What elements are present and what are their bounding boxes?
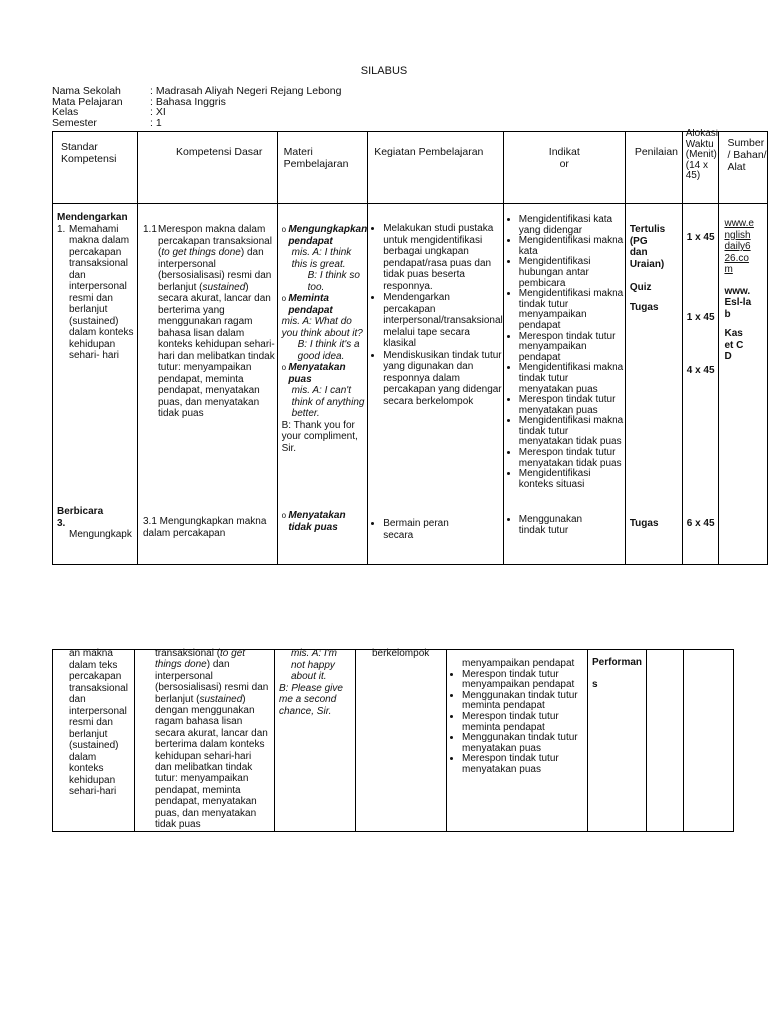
indikator-item: • Mengidentifikasi makna tindak tutur menyatakan tidak puas: [519, 416, 625, 448]
header-alokasi: Alokasi Waktu (Menit) (14 x 45): [685, 129, 718, 181]
alokasi-item: 1 x 45: [686, 312, 715, 323]
sk-text-2: Mengungkapk: [69, 529, 132, 540]
indikator-continued: menyampaikan pendapat: [462, 658, 575, 669]
header-sumber: Sumber / Bahan/ Alat: [727, 137, 767, 173]
header-indikator-cont: or: [559, 158, 569, 170]
kd-text-2: 3.1 Mengungkapkan makna dalam percakapan: [143, 516, 267, 539]
materi-heading: Menyatakan puas: [288, 362, 346, 385]
indikator-item: • Mengidentifikasi kata yang didengar: [519, 215, 625, 236]
header-kompetensi-dasar: Kompetensi Dasar: [176, 146, 263, 158]
info-value: : Madrasah Aliyah Negeri Rejang Lebong: [150, 85, 342, 97]
sk-title: Mendengarkan: [57, 212, 128, 223]
kd-text: Merespon makna dalam percakapan transaksional (to get things done) dan interpersonal (bersosialisasi) resmi dan berlanjut (sustained) secara akurat, lancar dan berterima yang menggunakan ragam bahasa lisan dalam konteks kehidupan sehari-hari dan melibatkan tindak tutur: menyampaikan pendapat, meminta pendapat, menyatakan puas, dan menyatakan tidak puas: [158, 224, 275, 419]
kegiatan-item-2: • Bermain peran secara: [383, 518, 463, 541]
info-label: Kelas: [52, 106, 79, 118]
sk-title-2: Berbicara: [57, 506, 104, 517]
indikator-item: • Merespon tindak tutur menyampaikan pendapat: [519, 332, 625, 364]
materi-text: mis. A: What do you think about it?: [281, 316, 363, 339]
table-row: [53, 650, 734, 832]
indikator-item: • Mengidentifikasi konteks situasi: [519, 469, 625, 490]
indikator-item: • Menggunakan tindak tutur menyatakan puas: [462, 733, 587, 754]
info-value: : Bahasa Inggris: [150, 95, 226, 108]
materi-text: B: I think it's a good idea.: [297, 339, 360, 362]
indikator-item: • Mengidentifikasi hubungan antar pembicara: [519, 257, 625, 289]
materi-heading-2: Menyatakan tidak puas: [288, 510, 346, 533]
sumber-item: www. Esl-lab: [724, 285, 752, 320]
header-kegiatan: Kegiatan Pembelajaran: [374, 146, 484, 158]
document-info: [52, 86, 341, 128]
indikator-item: • Mengidentifikasi makna tindak tutur menyampaikan pendapat: [519, 289, 625, 331]
indikator-item: • Merespon tindak tutur menyatakan tidak puas: [519, 448, 625, 469]
indikator-item: • Merespon tindak tutur menyatakan puas: [462, 754, 587, 775]
penilaian-item: Tugas: [629, 301, 659, 313]
indikator-item: • Mengidentifikasi makna kata: [519, 236, 625, 257]
indikator-item-2: • Menggunakan tindak tutur: [519, 515, 599, 536]
materi-text: mis. A: I think this is great.: [291, 247, 352, 270]
alokasi-item: 4 x 45: [686, 365, 715, 376]
header-penilaian: Penilaian: [634, 146, 679, 158]
info-value: : 1: [150, 116, 162, 129]
sk-text-continued: an makna dalam teks percakapan transaksional dan interpersonal resmi dan berlanjut (sustained) dalam konteks kehidupan sehari-hari: [69, 648, 128, 797]
sumber-item: Kaset CD: [724, 328, 744, 362]
sk-number: 1.: [57, 223, 66, 235]
table-header-row: [53, 132, 768, 204]
materi-text: mis. A: I'm not happy about it.: [291, 648, 337, 682]
header-materi: Materi Pembelajaran: [283, 146, 349, 170]
materi-text: mis. A: I can't think of anything better.: [291, 385, 365, 419]
indikator-item: • Merespon tindak tutur menyampaikan pendapat: [462, 670, 587, 691]
indikator-item: • Mengidentifikasi makna tindak tutur menyatakan puas: [519, 363, 625, 395]
indikator-item: • Menggunakan tindak tutur meminta pendapat: [462, 691, 587, 712]
info-label: Nama Sekolah: [52, 85, 121, 97]
materi-heading: Meminta pendapat: [288, 293, 333, 316]
kd-text-continued: transaksional (to get things done) dan interpersonal (bersosialisasi) resmi dan berlanjut (sustained) dengan menggunakan ragam bahasa lisan secara akurat, lancar dan berterima dalam konteks kehidupan sehari-hari dan melibatkan tindak tutur: menyampaikan pendapat, meminta pendapat, menyatakan puas, dan menyatakan tidak puas: [155, 648, 269, 831]
page-title: SILABUS: [360, 65, 408, 77]
info-label: Mata Pelajaran: [52, 95, 123, 108]
penilaian-item: Quiz: [629, 282, 652, 293]
indikator-item: • Merespon tindak tutur menyatakan puas: [519, 395, 625, 416]
table-row: Mendengarkan 1. Memahami makna dalam percakapan transaksional dan interpersonal resmi dan berlanjut (sustained) dalam konteks kehidupan sehari- hari Berbicara 3. Mengungkapk 1.1 Merespon makna dalam percakapan transaksional (to get things done) dan interpersonal (bersosialisasi) resmi dan berlanjut (sustained) secara akurat, lancar dan berterima yang menggunakan ragam bahasa lisan dalam konteks kehidupan sehari-hari dan melibatkan tindak tutur: menyampaikan pendapat, meminta pendapat, menyatakan puas, dan menyatakan tidak puas 3.1 Mengungkapkan makna dalam percakapan o Mengungkapkan pendapat mis. A: I think this is great. B: I think so too. o Meminta pendapat mis. A: What do you think about it? B: I think it's a good idea. o Menyatakan puas mis. A: I can't think of anything better. B: Thank you for your compliment, Sir. o Menyatakan tidak puas • Melakukan studi pustaka untuk mengidentifikasi berbagai ungkapan pendapat/rasa puas dan tidak puas beserta responnya. • Mendengarkan percakapan interpersonal/transaksional melalui tape secara klasikal • Mendiskusikan tindak tutur yang digunakan dan responnya dalam percakapan yang didengar secara berkelompok • Bermain peran secara • Mengidentifikasi kata yang didengar • Mengidentifikasi makna kata • Mengidentifikasi hubungan antar pembicara • Mengidentifikasi makna tindak tutur menyampaikan pendapat • Merespon tindak tutur menyampaikan pendapat • Mengidentifikasi makna tindak tutur menyatakan puas • Merespon tindak tutur menyatakan puas • Mengidentifikasi makna tindak tutur menyatakan tidak puas • Merespon tindak tutur menyatakan tidak puas • Mengidentifikasi konteks situasi • Menggunakan tindak tutur Tertulis (PG dan Uraian) Quiz Tugas Tugas 1 x 45 1 x 45 4 x 45 6 x 45 www.englishdaily626.com www. Esl-lab Kaset CD: [53, 204, 768, 565]
alokasi-item-2: 6 x 45: [686, 518, 715, 529]
penilaian-item: Tertulis (PG dan Uraian): [629, 224, 666, 270]
alokasi-item: 1 x 45: [686, 232, 715, 243]
kegiatan-item: • Melakukan studi pustaka untuk mengidentifikasi berbagai ungkapan pendapat/rasa puas dan tidak puas beserta responnya.: [383, 223, 503, 292]
materi-heading: Mengungkapkan pendapat: [288, 224, 368, 247]
info-value: : XI: [150, 106, 166, 118]
syllabus-table: [52, 131, 768, 565]
syllabus-table-continued: [52, 649, 734, 832]
kegiatan-item: • Mendiskusikan tindak tutur yang digunakan dan responnya dalam percakapan yang didengar secara berkelompok: [383, 350, 503, 408]
info-label: Semester: [52, 116, 97, 129]
header-standar-kompetensi: Standar Kompetensi: [61, 141, 117, 165]
penilaian-item-2: Tugas: [629, 518, 659, 529]
kegiatan-continued: berkelompok: [372, 648, 430, 659]
indikator-item: • Merespon tindak tutur meminta pendapat: [462, 712, 587, 733]
kegiatan-item: • Mendengarkan percakapan interpersonal/transaksional melalui tape secara klasikal: [383, 292, 503, 350]
sk-number-2: 3.: [57, 517, 66, 529]
materi-text: B: Please give me a second chance, Sir.: [279, 682, 343, 717]
kd-number: 1.1: [143, 224, 157, 235]
sk-text: Memahami makna dalam percakapan transaksional dan interpersonal resmi dan berlanjut (sustained) dalam konteks kehidupan sehari- hari: [69, 223, 134, 361]
materi-text: B: I think so too.: [307, 270, 360, 293]
sumber-link[interactable]: www.englishdaily626.com: [724, 218, 754, 275]
header-indikator: Indikat: [548, 146, 580, 158]
materi-text: B: Thank you for your compliment, Sir.: [281, 419, 358, 454]
penilaian-continued: Performans: [592, 657, 643, 690]
